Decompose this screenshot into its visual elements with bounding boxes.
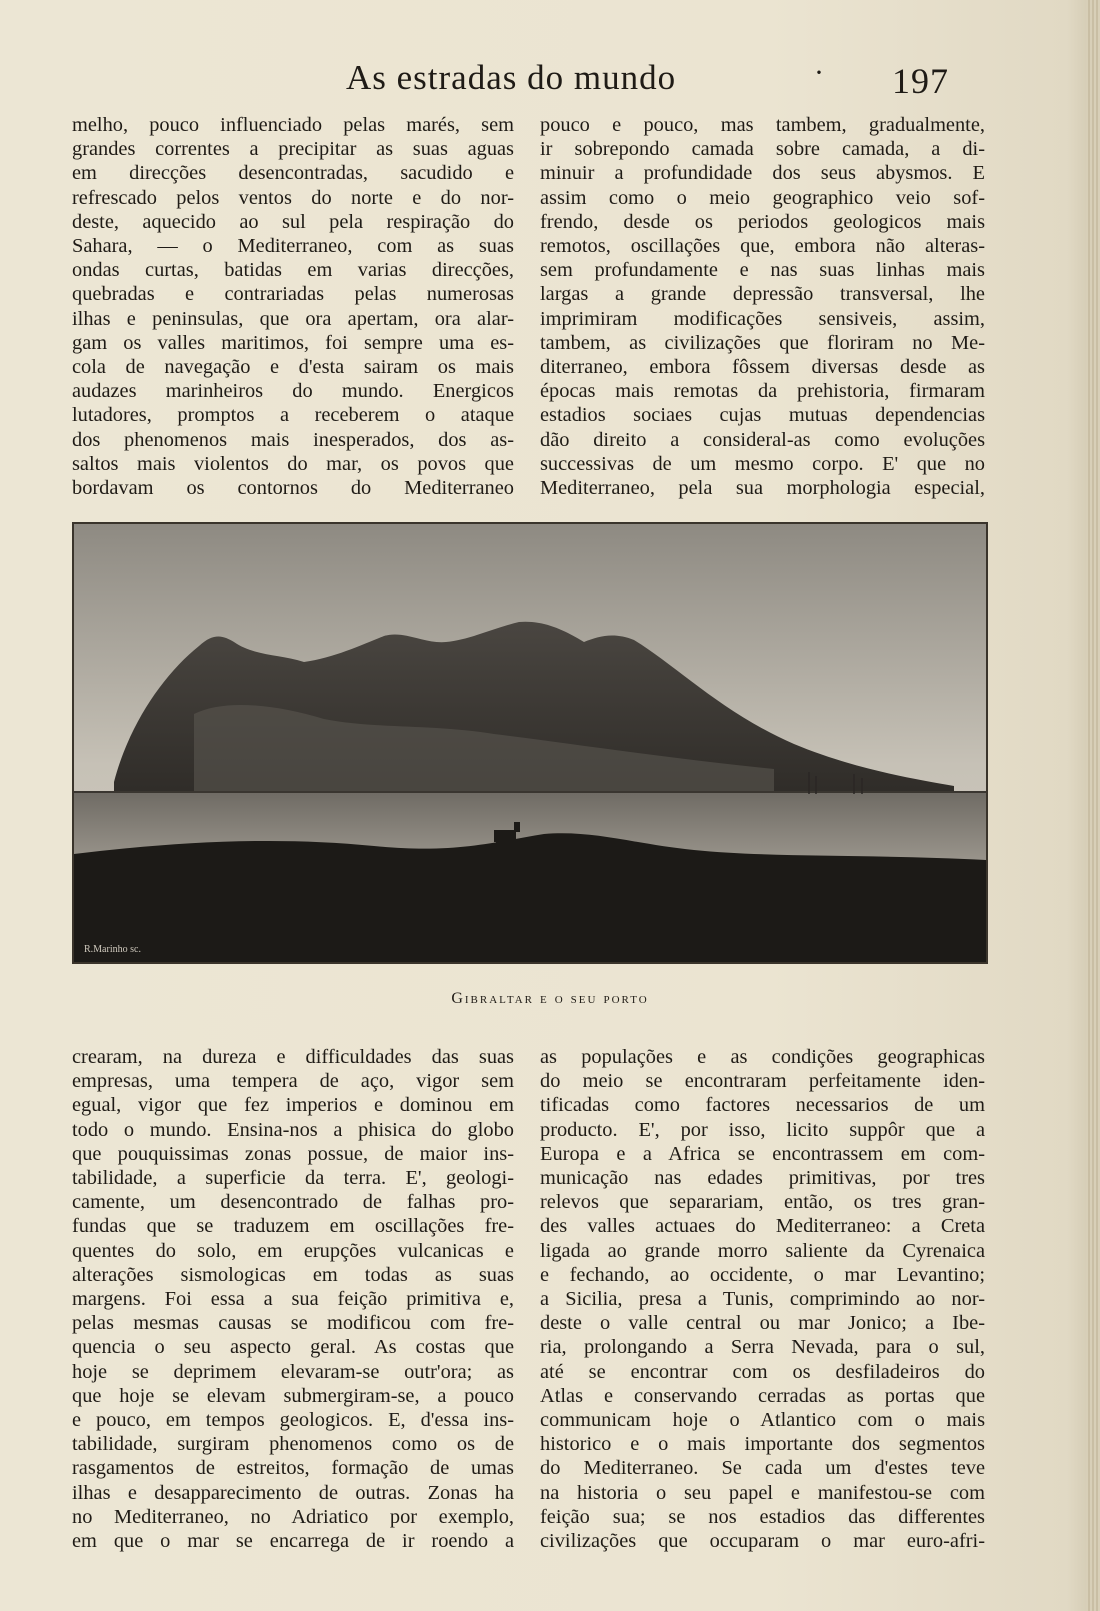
text-line: ilhas e peninsulas, que ora apertam, ora alar- bbox=[72, 307, 514, 330]
text-line: que pouquissimas zonas possue, de maior ins- bbox=[72, 1142, 514, 1165]
text-line: civilizações que occuparam o mar euro-afri- bbox=[540, 1530, 985, 1553]
text-line: pelas mesmas causas se modificou com fre- bbox=[72, 1312, 514, 1335]
text-line: hoje se deprimem elevaram-se outr'ora; as bbox=[72, 1360, 514, 1383]
text-column-bottom-right bbox=[540, 1045, 985, 1553]
text-column-top-right bbox=[540, 113, 985, 500]
text-line: as populações e as condições geographicas bbox=[540, 1046, 985, 1068]
text-line: na historia o seu papel e manifestou-se com bbox=[540, 1481, 985, 1504]
text-line: tambem, as civilizações que floriram no Me- bbox=[540, 331, 985, 354]
text-column-bottom-left bbox=[72, 1045, 514, 1553]
figure-caption: Gibraltar e o seu porto bbox=[451, 990, 649, 1007]
text-line: grandes correntes a precipitar as suas aguas bbox=[72, 138, 514, 161]
text-line: audazes marinheiros do mundo. Energicos bbox=[72, 380, 514, 403]
text-line: tabilidade, a superficie da terra. E', geologi- bbox=[72, 1167, 514, 1190]
text-line: ir sobrepondo camada sobre camada, a di- bbox=[540, 138, 985, 161]
text-line: tabilidade, surgiram phenomenos como os de bbox=[72, 1433, 514, 1456]
text-line: lutadores, promptos a receberem o ataque bbox=[72, 404, 514, 427]
text-line: bordavam os contornos do Mediterraneo bbox=[72, 477, 514, 500]
text-line: do meio se encontraram perfeitamente iden- bbox=[540, 1070, 985, 1093]
text-line: e fechando, ao occidente, o mar Levantino; bbox=[540, 1263, 985, 1286]
running-head-title: As estradas do mundo bbox=[346, 58, 677, 97]
page-number: 197 bbox=[892, 61, 949, 101]
text-line: quencia o seu aspecto geral. As costas que bbox=[72, 1336, 514, 1359]
text-line: ondas curtas, batidas em varias direcções, bbox=[72, 259, 514, 282]
gibraltar-engraving bbox=[72, 522, 988, 964]
text-line: communicam hoje o Atlantico com o mais bbox=[540, 1409, 985, 1432]
text-line: remotos, oscillações que, embora não alteras- bbox=[540, 235, 985, 258]
text-line: fundas que se traduzem em oscillações fre- bbox=[72, 1215, 514, 1238]
text-line: assim como o meio geographico veio sof- bbox=[540, 186, 985, 209]
text-line: empresas, uma tempera de aço, vigor sem bbox=[72, 1070, 514, 1093]
text-line: e pouco, em tempos geologicos. E, d'essa ins- bbox=[72, 1409, 514, 1432]
text-line: quebradas e contrariadas pelas numerosas bbox=[72, 283, 514, 306]
text-line: egual, vigor que fez imperios e dominou em bbox=[72, 1094, 514, 1117]
text-line: cola de navegação e d'esta sairam os mais bbox=[72, 356, 514, 379]
text-line: successivas de um mesmo corpo. E' que no bbox=[540, 452, 985, 475]
text-line: Sahara, — o Mediterraneo, com as suas bbox=[72, 235, 514, 258]
text-line: melho, pouco influenciado pelas marés, sem bbox=[72, 114, 514, 136]
text-line: a Sicilia, presa a Tunis, comprimindo ao nor- bbox=[540, 1288, 985, 1311]
text-line: feição sua; se nos estadios das differentes bbox=[540, 1505, 985, 1528]
text-line: camente, um desencontrado de falhas pro- bbox=[72, 1191, 514, 1214]
text-line: minuir a profundidade dos seus abysmos. E bbox=[540, 162, 985, 185]
text-line: municação nas edades primitivas, por tres bbox=[540, 1167, 985, 1190]
text-line: em que o mar se encarrega de ir roendo a bbox=[72, 1530, 514, 1553]
text-line: rasgamentos de estreitos, formação de umas bbox=[72, 1457, 514, 1480]
text-line: producto. E', por isso, licito suppôr que a bbox=[540, 1118, 985, 1141]
text-line: imprimiram modificações sensiveis, assim, bbox=[540, 307, 985, 330]
text-line: Atlas e conservando cerradas as portas que bbox=[540, 1384, 985, 1407]
text-line: historico e o mais importante dos segmentos bbox=[540, 1433, 985, 1456]
text-line: do Mediterraneo. Se cada um d'estes teve bbox=[540, 1457, 985, 1480]
text-line: saltos mais violentos do mar, os povos que bbox=[72, 452, 514, 475]
text-line: tificadas como factores necessarios de um bbox=[540, 1094, 985, 1117]
engraving-illustration bbox=[74, 524, 986, 962]
text-line: largas a grande depressão transversal, lhe bbox=[540, 283, 985, 306]
text-line: até se encontrar com os desfiladeiros do bbox=[540, 1360, 985, 1383]
text-line: Europa e a Africa se encontrassem em com- bbox=[540, 1142, 985, 1165]
text-line: deste, aquecido ao sul pela respiração do bbox=[72, 210, 514, 233]
text-column-top-left bbox=[72, 113, 514, 500]
text-line: dos phenomenos mais inesperados, dos as- bbox=[72, 428, 514, 451]
text-line: diterraneo, embora fôssem diversas desde as bbox=[540, 356, 985, 379]
text-line: quentes do solo, em erupções vulcanicas e bbox=[72, 1239, 514, 1262]
text-line: margens. Foi essa a sua feição primitiva e, bbox=[72, 1288, 514, 1311]
running-head-separator: · bbox=[814, 56, 825, 89]
text-line: alterações sismologicas em todas as suas bbox=[72, 1263, 514, 1286]
text-line: crearam, na dureza e difficuldades das suas bbox=[72, 1046, 514, 1068]
text-line: des valles actuaes do Mediterraneo: a Creta bbox=[540, 1215, 985, 1238]
text-line: no Mediterraneo, no Adriatico por exemplo, bbox=[72, 1505, 514, 1528]
text-line: que hoje se elevam submergiram-se, a pouco bbox=[72, 1384, 514, 1407]
text-line: dão direito a consideral-as como evoluções bbox=[540, 428, 985, 451]
text-line: ligada ao grande morro saliente da Cyrenaica bbox=[540, 1239, 985, 1262]
text-line: em direcções desencontradas, sacudido e bbox=[72, 162, 514, 185]
text-line: sem profundamente e nas suas linhas mais bbox=[540, 259, 985, 282]
text-line: Mediterraneo, pela sua morphologia especial, bbox=[540, 477, 985, 500]
engraver-signature: R.Marinho sc. bbox=[84, 944, 141, 955]
running-head bbox=[346, 56, 966, 101]
text-line: ilhas e desapparecimento de outras. Zonas ha bbox=[72, 1481, 514, 1504]
text-line: estadios sociaes cujas mutuas dependencias bbox=[540, 404, 985, 427]
text-line: relevos que separariam, então, os tres gran- bbox=[540, 1191, 985, 1214]
text-line: ria, prolongando a Serra Nevada, para o sul, bbox=[540, 1336, 985, 1359]
text-line: frendo, desde os periodos geologicos mais bbox=[540, 210, 985, 233]
text-line: todo o mundo. Ensina-nos a phisica do globo bbox=[72, 1118, 514, 1141]
text-line: refrescado pelos ventos do norte e do nor- bbox=[72, 186, 514, 209]
text-line: gam os valles maritimos, foi sempre uma es- bbox=[72, 331, 514, 354]
text-line: pouco e pouco, mas tambem, gradualmente, bbox=[540, 114, 985, 136]
page-edge bbox=[1086, 0, 1100, 1611]
text-line: deste o valle central ou mar Jonico; a Ibe- bbox=[540, 1312, 985, 1335]
text-line: épocas mais remotas da prehistoria, firmaram bbox=[540, 380, 985, 403]
